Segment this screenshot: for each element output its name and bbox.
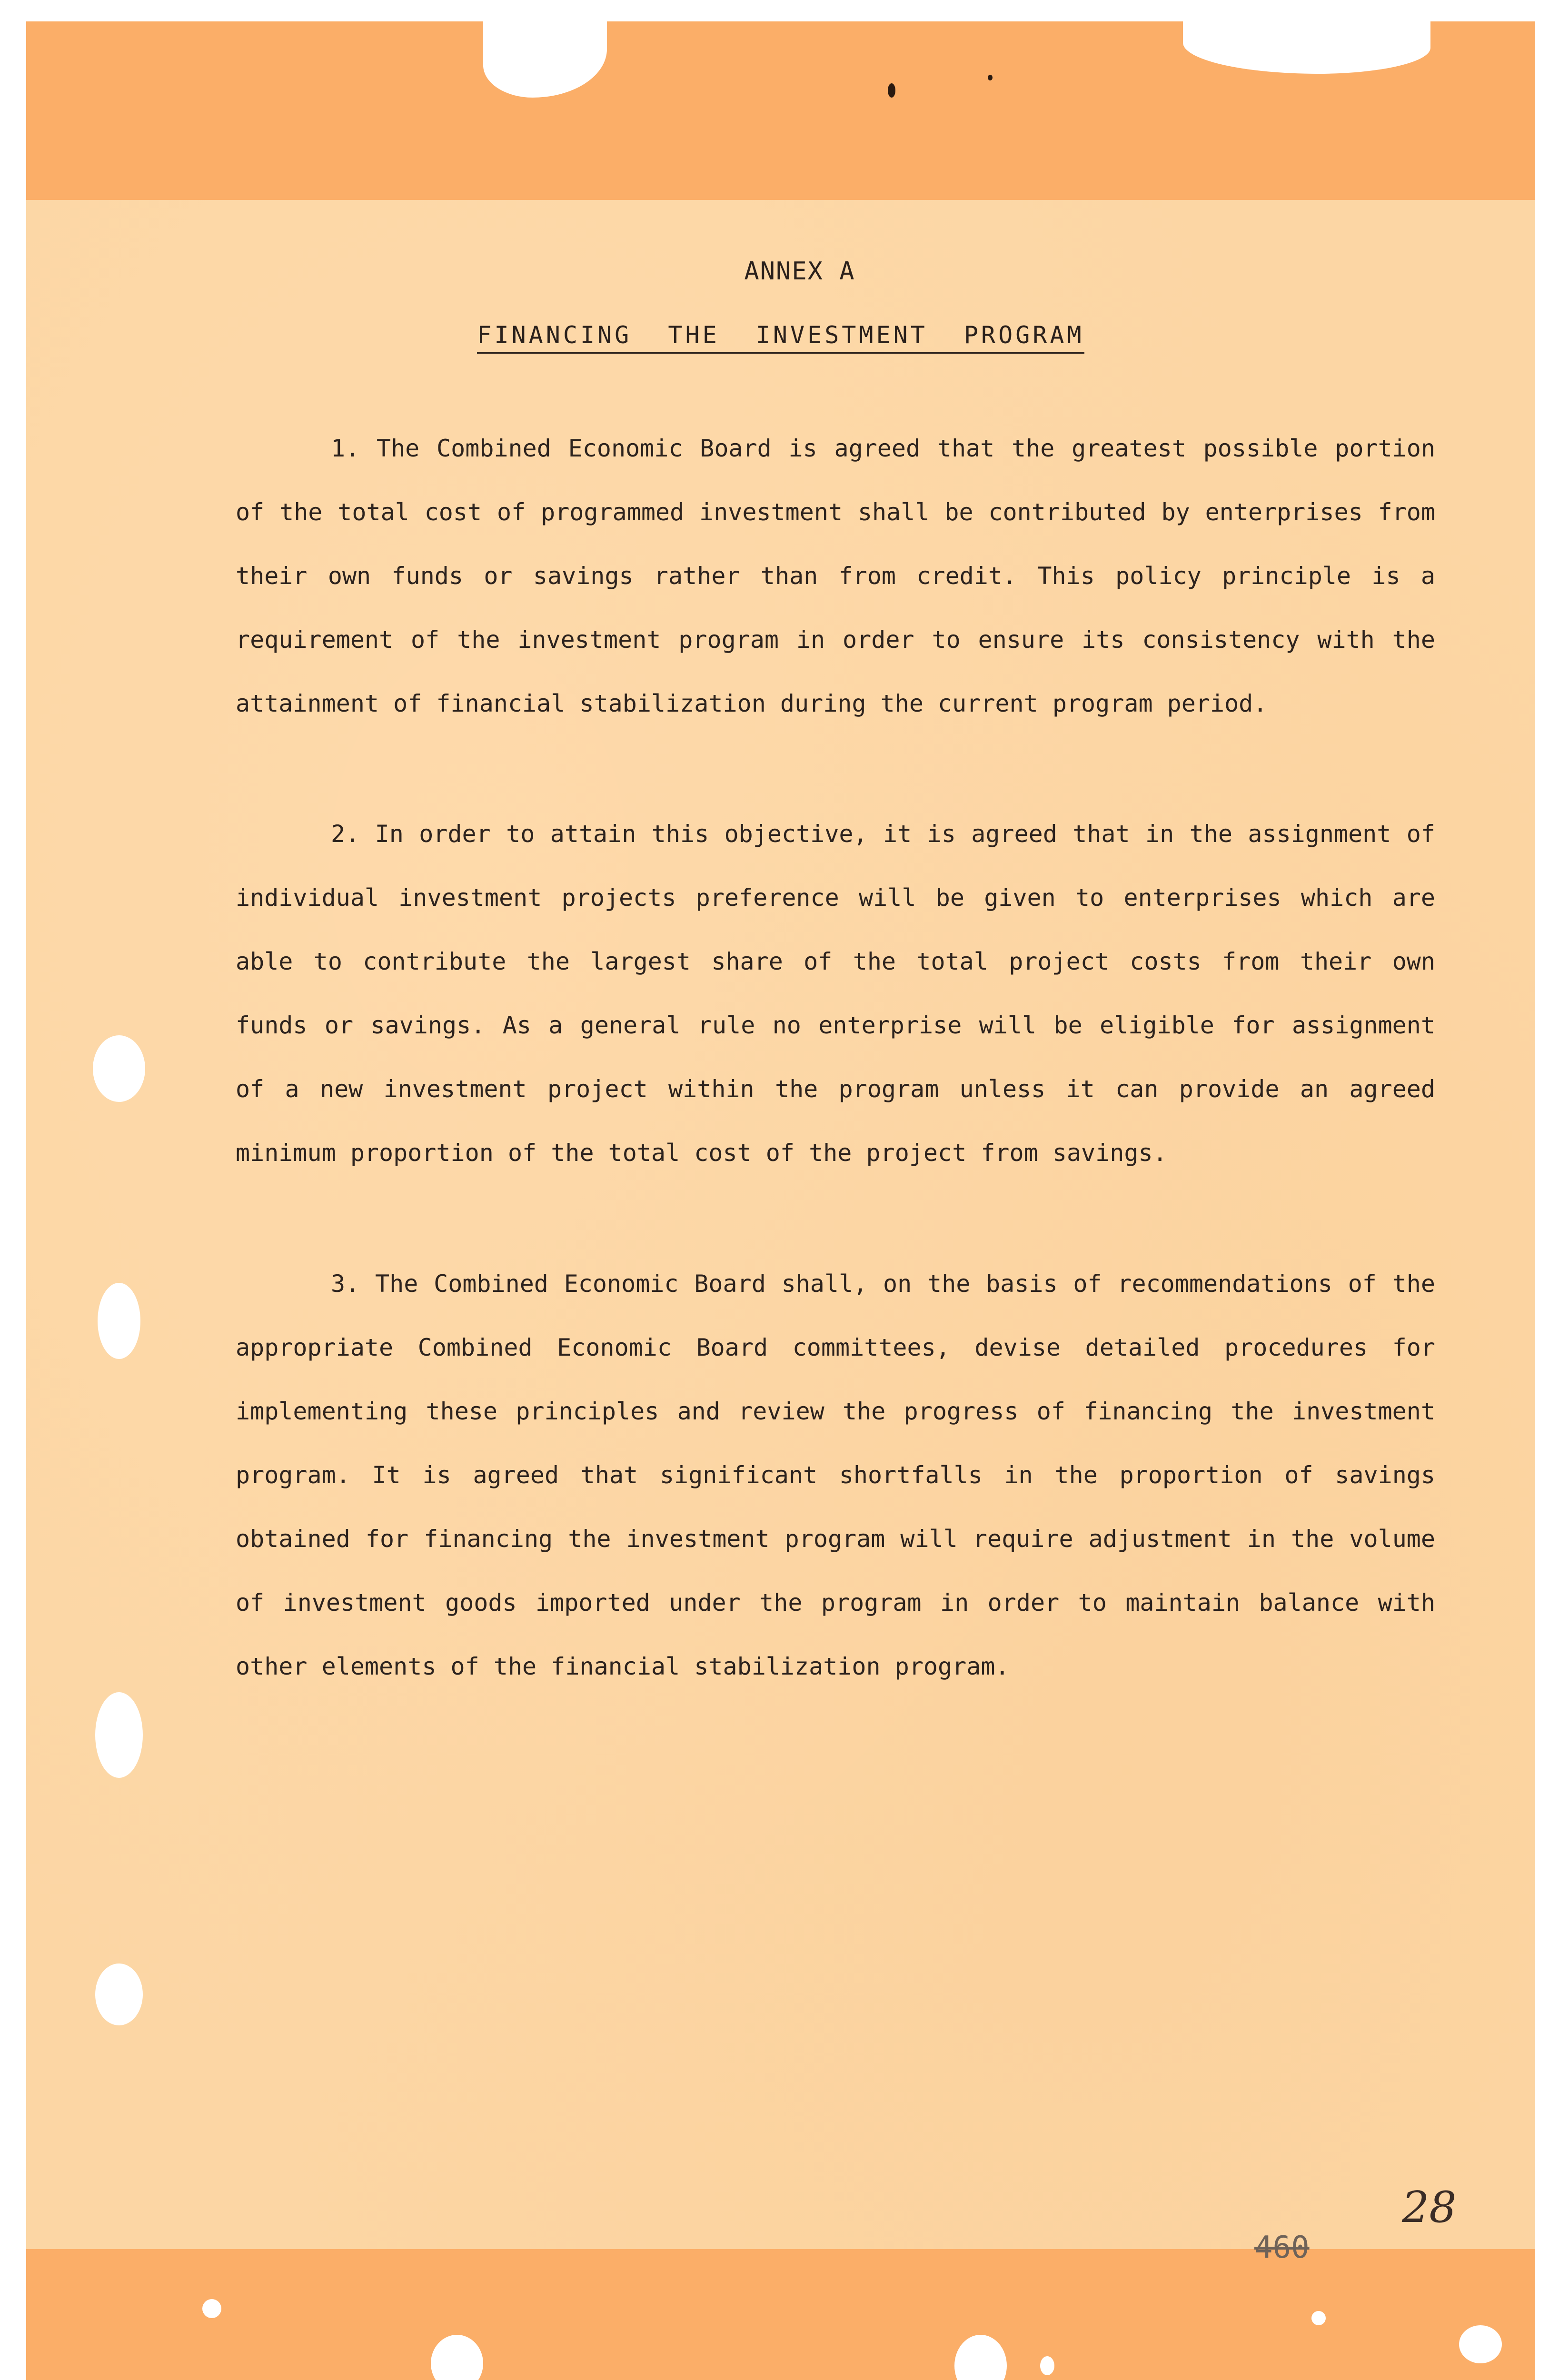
handwritten-page-number: 28 [1402, 2182, 1457, 2232]
punch-hole [93, 1035, 145, 1102]
struck-page-number: 460 [1254, 2230, 1310, 2265]
bottom-edge-discoloration [26, 2249, 1535, 2380]
punch-hole [1459, 2325, 1502, 2363]
ink-speck [888, 83, 895, 98]
document-page [26, 21, 1535, 2380]
punch-hole [202, 2299, 221, 2318]
title-block [26, 321, 1535, 354]
ink-speck [988, 75, 993, 80]
punch-hole [1040, 2356, 1054, 2375]
punch-hole [95, 1964, 143, 2025]
paragraph-3: 3. The Combined Economic Board shall, on the basis of recommendations of the appropriate Combined Economic Board committees, devise detailed procedures for implementing these principles and review the progress of financing the investment program. It is agreed that significant shortfalls in the proportion of savings obtained for financing the investment program will require adjustment in the volume of investment goods imported under the program in order to maintain balance with other elements of the financial stabilization program. [236, 1270, 1435, 1680]
punch-hole [95, 1692, 143, 1778]
paragraph-2: 2. In order to attain this objective, it is agreed that in the assignment of individual investment projects preference will be given to enterprises which are able to contribute the largest share of the total project costs from their own funds or savings. As a general rule no enterprise will be eligible for assignment of a new investment project within the program unless it can provide an agreed minimum proportion of the total cost of the project from savings. [236, 820, 1435, 1167]
paragraph-1: 1. The Combined Economic Board is agreed that the greatest possible portion of the total cost of programmed investment shall be contributed by enterprises from their own funds or savings rather than from credit. This policy principle is a requirement of the investment program in order to ensure its consistency with the attainment of financial stabilization during the current program period. [236, 435, 1435, 717]
document-title: FINANCING THE INVESTMENT PROGRAM [477, 321, 1084, 354]
punch-hole [1311, 2311, 1326, 2325]
annex-label: ANNEX A [744, 257, 855, 286]
punch-hole [98, 1283, 140, 1359]
